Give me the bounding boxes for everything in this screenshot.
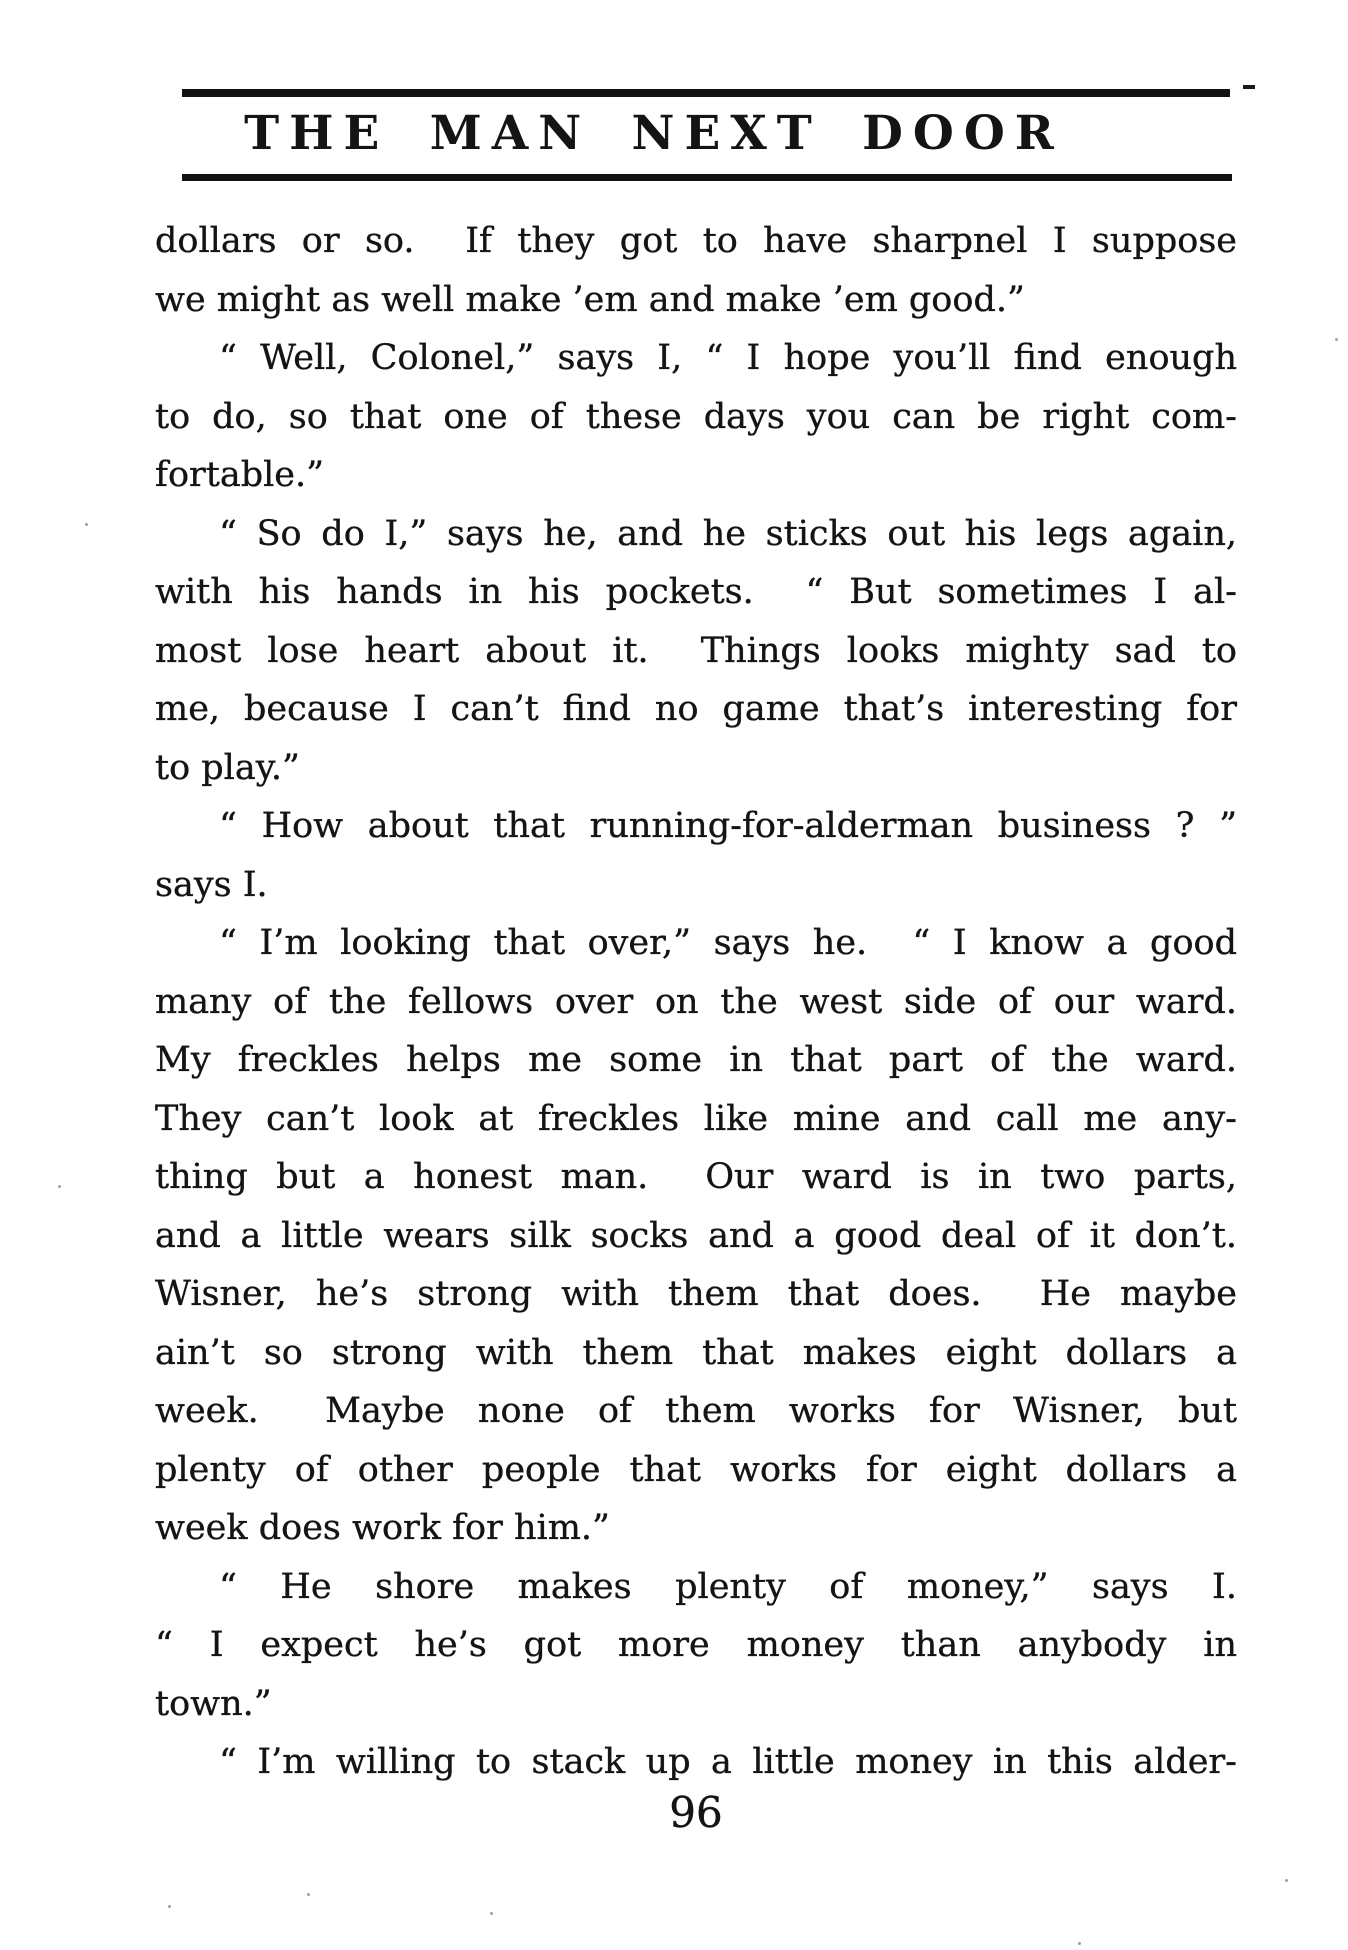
text-line: “ I expect he’s got more money than anybody in [155,1625,1237,1665]
text-line: to play.” [155,747,300,788]
text-line: me, because I can’t find no game that’s interesting for [155,689,1237,729]
body-text [155,212,1237,1792]
text-line: “ He shore makes plenty of money,” says I. [219,1566,1237,1607]
text-line: My freckles helps me some in that part of the ward. [155,1040,1237,1080]
text-line: “ So do I,” says he, and he sticks out his legs again, [219,513,1237,554]
text-line: many of the fellows over on the west side of our ward. [155,981,1237,1022]
header-rule-bottom [182,174,1232,181]
text-line: to do, so that one of these days you can be right com- [155,396,1237,437]
text-line: week does work for him.” [155,1508,610,1548]
text-line: says I. [155,864,268,905]
text-line: “ How about that running-for-alderman business ? ” [219,806,1237,846]
scan-speck [85,523,88,526]
text-line: “ I’m looking that over,” says he. “ I know a good [219,923,1237,963]
scan-speck [168,1905,171,1908]
text-line: and a little wears silk socks and a good deal of it don’t. [155,1215,1237,1256]
text-line: plenty of other people that works for eight dollars a [155,1449,1237,1490]
scan-speck [1335,338,1338,341]
text-line: dollars or so. If they got to have sharpnel I suppose [155,221,1237,261]
header-rule-top [182,89,1230,97]
text-line: with his hands in his pockets. “ But sometimes I al- [155,572,1237,612]
scan-speck [307,1893,310,1896]
scan-speck [1243,85,1255,89]
text-line: we might as well make ’em and make ’em good.” [155,279,1025,320]
text-line: town.” [155,1683,272,1724]
text-line: week. Maybe none of them works for Wisner, but [155,1391,1237,1431]
text-line: fortable.” [155,455,325,495]
text-line: “ Well, Colonel,” says I, “ I hope you’ll find enough [219,338,1237,378]
text-line: most lose heart about it. Things looks mighty sad to [155,630,1237,671]
scan-speck [58,1185,61,1188]
scan-speck [1285,1879,1288,1882]
text-line: They can’t look at freckles like mine and call me any- [155,1098,1237,1139]
page-number: 96 [669,1788,723,1837]
text-line: ain’t so strong with them that makes eight dollars a [155,1332,1237,1373]
text-line: “ I’m willing to stack up a little money in this alder- [219,1742,1237,1782]
page-title: THE MAN NEXT DOOR [244,106,1064,161]
scan-speck [490,1912,493,1915]
text-line: thing but a honest man. Our ward is in two parts, [155,1157,1237,1197]
text-line: Wisner, he’s strong with them that does. He maybe [155,1274,1237,1314]
scan-speck [1078,1942,1081,1945]
